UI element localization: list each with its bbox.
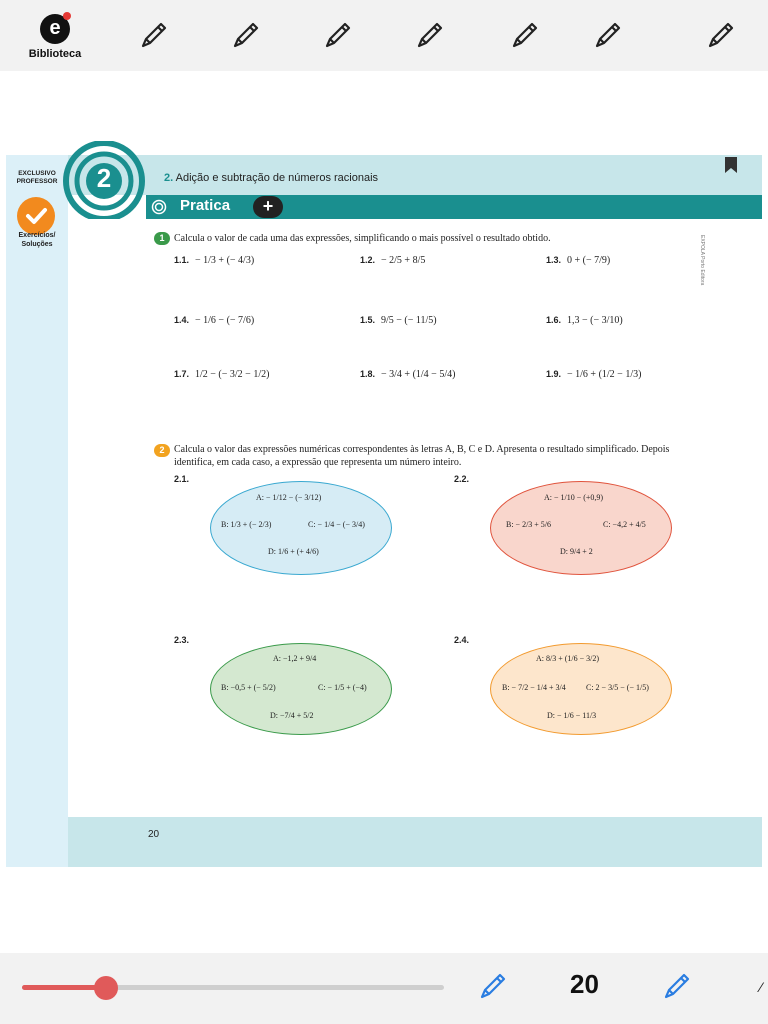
expr-2-4-b: B: − 7/2 − 1/4 + 3/4 (502, 683, 566, 692)
pen-tool-button[interactable] (476, 969, 510, 1003)
pencil-tool-7[interactable] (704, 18, 738, 52)
expr-2-1-c: C: − 1/4 − (− 3/4) (308, 520, 365, 529)
bottom-toolbar (0, 953, 768, 1024)
pencil-icon (660, 969, 694, 1003)
pencil-tool-4[interactable] (413, 18, 447, 52)
pencil-icon (321, 18, 355, 52)
exercise-1-3[interactable]: 1.3. 0 + (− 7/9) (546, 255, 611, 266)
teacher-sidebar (6, 155, 68, 867)
expr-2-1-b: B: 1/3 + (− 2/3) (221, 520, 272, 529)
exercise-1-2[interactable]: 1.2. − 2/5 + 8/5 (360, 255, 426, 266)
page-number: 20 (148, 829, 160, 840)
exercise-1-1[interactable]: 1.1. − 1/3 + (− 4/3) (174, 255, 255, 266)
book-page (6, 155, 762, 867)
solutions-label: Exercícios/ Soluções (18, 232, 56, 248)
expr-2-3-c: C: − 1/5 + (−4) (318, 683, 367, 692)
pencil-icon (137, 18, 171, 52)
subquestion-2-1-label: 2.1. (174, 474, 190, 484)
expr-2-3-d: D: −7/4 + 5/2 (270, 711, 314, 720)
expr-2-2-b: B: − 2/3 + 5/6 (506, 520, 552, 529)
subquestion-2-3-label: 2.3. (174, 635, 190, 645)
subquestion-2-4-label: 2.4. (454, 635, 470, 645)
bookmark-icon[interactable] (724, 157, 738, 173)
practice-title: Pratica (180, 197, 231, 214)
top-toolbar (0, 0, 768, 71)
section-title: 2. Adição e subtração de números racionais (164, 172, 379, 184)
expr-2-4-c: C: 2 − 3/5 − (− 1/5) (586, 683, 649, 692)
pencil-tool-2[interactable] (229, 18, 263, 52)
expr-2-4-a: A: 8/3 + (1/6 − 3/2) (536, 654, 600, 663)
question-1-badge: 1 (154, 232, 170, 245)
solutions-button[interactable] (17, 197, 55, 235)
pencil-tool-5[interactable] (508, 18, 542, 52)
exercise-1-4[interactable]: 1.4. − 1/6 − (− 7/6) (174, 315, 255, 326)
edge-glyph: ⁄ (760, 979, 763, 995)
exercise-1-8[interactable]: 1.8. − 3/4 + (1/4 − 5/4) (360, 369, 456, 380)
page-footer (68, 817, 762, 867)
question-1-text: Calcula o valor de cada uma das expressões, simplificando o mais possível o resultado obtido. (174, 233, 551, 244)
expr-2-1-a: A: − 1/12 − (− 3/12) (256, 493, 322, 502)
expr-2-2-a: A: − 1/10 − (+0,9) (544, 493, 604, 502)
pencil-icon (476, 969, 510, 1003)
teacher-tag: EXCLUSIVO PROFESSOR (16, 170, 58, 185)
pencil-tool-6[interactable] (591, 18, 625, 52)
page-indicator[interactable]: 20 (570, 969, 599, 999)
pencil-tool-3[interactable] (321, 18, 355, 52)
exercise-1-7[interactable]: 1.7. 1/2 − (− 3/2 − 1/2) (174, 369, 270, 380)
expr-2-2-c: C: −4,2 + 4/5 (603, 520, 646, 529)
question-2-text: Calcula o valor das expressões numéricas correspondentes às letras A, B, C e D. Apresenta o resultado simplificado. Depois identifica, em cada caso, a expressão que representa um número inteiro. (174, 444, 670, 468)
spiral-icon (151, 199, 167, 215)
logo-letter: e (49, 17, 61, 39)
pencil-icon (508, 18, 542, 52)
expr-2-1-d: D: 1/6 + (+ 4/6) (268, 547, 319, 556)
question-2-badge: 2 (154, 444, 170, 457)
pencil-tool-1[interactable] (137, 18, 171, 52)
expr-2-4-d: D: − 1/6 − 11/3 (547, 711, 597, 720)
expr-2-3-b: B: −0,5 + (− 5/2) (221, 683, 276, 692)
exercise-1-5[interactable]: 1.5. 9/5 − (− 11/5) (360, 315, 437, 326)
unit-number: 2 (96, 163, 112, 193)
edit-tool-button[interactable] (660, 969, 694, 1003)
pencil-icon (413, 18, 447, 52)
practice-plus-button[interactable]: + (253, 196, 283, 218)
expr-2-3-a: A: −1,2 + 9/4 (273, 654, 317, 663)
checkmark-icon (17, 197, 55, 235)
page-slider-thumb[interactable] (94, 976, 118, 1000)
library-label: Biblioteca (28, 48, 82, 60)
pencil-icon (229, 18, 263, 52)
expr-2-2-d: D: 9/4 + 2 (560, 547, 593, 556)
exercise-1-9[interactable]: 1.9. − 1/6 + (1/2 − 1/3) (546, 369, 642, 380)
publisher-credit: EXPOLA Porto Editora (699, 235, 705, 286)
pencil-icon (704, 18, 738, 52)
library-button[interactable] (22, 14, 88, 60)
page-content (68, 155, 762, 817)
page-slider[interactable] (22, 985, 444, 990)
pencil-icon (591, 18, 625, 52)
exercise-1-6[interactable]: 1.6. 1,3 − (− 3/10) (546, 315, 623, 326)
logo-icon (40, 14, 70, 44)
subquestion-2-2-label: 2.2. (454, 474, 470, 484)
